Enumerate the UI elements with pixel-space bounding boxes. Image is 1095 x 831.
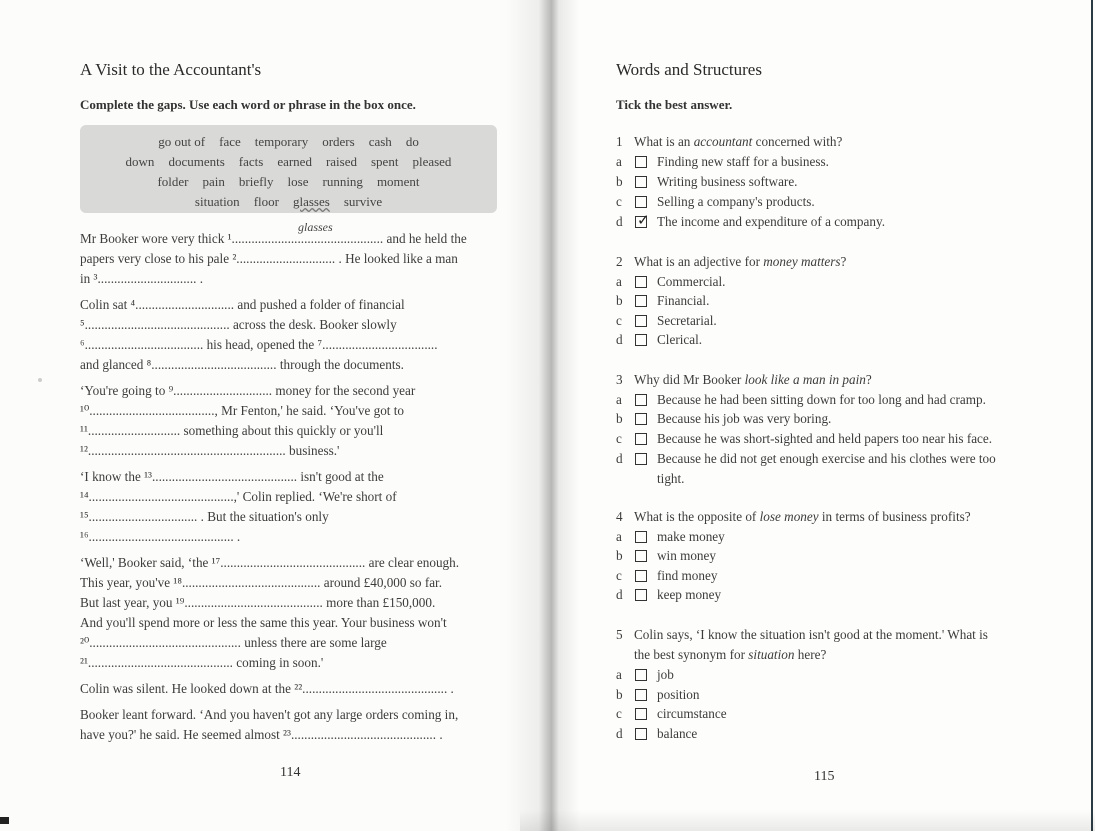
option-text: Writing business software. xyxy=(657,174,798,189)
word-box-item: down xyxy=(125,154,155,169)
answer-checkbox[interactable] xyxy=(635,708,647,720)
text-line: ²⁰.............................................. unless there are some large xyxy=(80,635,387,650)
answer-option-continued xyxy=(0,470,1095,488)
question-number: 5 xyxy=(616,627,623,642)
answer-checkbox[interactable] xyxy=(635,413,647,425)
text-line: ‘I know the ¹³............................................ isn't good at the xyxy=(80,469,384,484)
left-page-title: A Visit to the Accountant's xyxy=(80,60,262,79)
option-text: Because he did not get enough exercise and his clothes were too xyxy=(657,451,996,466)
answer-option: c Secretarial. xyxy=(616,313,717,328)
text-line: Colin sat ⁴.............................. and pushed a folder of financial xyxy=(80,297,405,312)
answer-option: d ✓ The income and expenditure of a company. xyxy=(616,211,886,229)
answer-checkbox[interactable] xyxy=(635,433,647,445)
text-line: Colin was silent. He looked down at the ²²............................................ . xyxy=(80,681,454,696)
question xyxy=(0,371,1095,389)
word-box-item: glasses xyxy=(292,194,330,209)
text-line: have you?' he said. He seemed almost ²³............................................ . xyxy=(80,727,443,742)
answer-checkbox[interactable] xyxy=(635,728,647,740)
option-text: find money xyxy=(657,568,718,583)
word-box-item: pleased xyxy=(412,154,452,169)
answer-option: c Because he was short-sighted and held papers too near his face. xyxy=(616,431,993,446)
question-text: Colin says, ‘I know the situation isn't good at the moment.' What is xyxy=(634,627,988,642)
question-text: What is an adjective for money matters? xyxy=(634,254,847,269)
option-text: The income and expenditure of a company. xyxy=(657,214,886,229)
text-line: ¹²............................................................ business.' xyxy=(80,443,340,458)
option-text: tight. xyxy=(657,471,685,486)
word-box-item: survive xyxy=(343,194,383,209)
word-box-item: pain xyxy=(202,174,225,189)
question-number: 1 xyxy=(616,134,623,149)
text-line: Booker leant forward. ‘And you haven't got any large orders coming in, xyxy=(80,707,459,722)
text-line: And you'll spend more or less the same this year. Your business won't xyxy=(80,615,447,630)
option-text: keep money xyxy=(657,587,722,602)
text-line: ¹⁶............................................ . xyxy=(80,529,241,544)
answer-option: d Because he did not get enough exercise and his clothes were too xyxy=(616,451,996,466)
answer-checkbox[interactable] xyxy=(635,295,647,307)
text-line: ⁶.................................... his head, opened the ⁷................................... xyxy=(80,337,438,352)
right-page-title: Words and Structures xyxy=(616,60,762,79)
answer-option: a Commercial. xyxy=(616,274,726,289)
answer-checkbox[interactable] xyxy=(635,394,647,406)
option-text: Clerical. xyxy=(657,332,703,347)
text-line: ⁵............................................ across the desk. Booker slowly xyxy=(80,317,397,332)
text-line: ‘You're going to ⁹.............................. money for the second year xyxy=(80,383,416,398)
left-instruction: Complete the gaps. Use each word or phrase in the box once. xyxy=(80,97,416,112)
option-text: win money xyxy=(657,548,716,563)
option-text: Because his job was very boring. xyxy=(657,411,832,426)
answer-checkbox[interactable] xyxy=(635,531,647,543)
option-text: position xyxy=(657,687,700,702)
answer-checkbox[interactable] xyxy=(635,315,647,327)
answer-option: a job xyxy=(616,667,674,682)
word-box-item: orders xyxy=(322,134,355,149)
question-text: What is the opposite of lose money in terms of business profits? xyxy=(634,509,971,524)
answer-checkbox[interactable] xyxy=(635,589,647,601)
question-number: 2 xyxy=(616,254,623,269)
page-bottom-shadow xyxy=(520,810,1095,831)
text-line: ¹⁴............................................,' Colin replied. ‘We're short of xyxy=(80,489,397,504)
text-line: ¹⁵................................. . But the situation's only xyxy=(80,509,329,524)
answer-checkbox[interactable] xyxy=(635,334,647,346)
text-line: papers very close to his pale ².............................. . He looked like a man xyxy=(80,251,458,266)
page-number: 115 xyxy=(814,769,835,784)
word-box-item: moment xyxy=(376,174,420,189)
word-box-item: running xyxy=(322,174,363,189)
word-box-item: cash xyxy=(368,134,392,149)
option-text: Commercial. xyxy=(657,274,726,289)
word-box-item: briefly xyxy=(238,174,274,189)
option-text: Finding new staff for a business. xyxy=(657,154,829,169)
option-text: Selling a company's products. xyxy=(657,194,815,209)
text-line: in ³.............................. . xyxy=(80,271,204,286)
option-text: balance xyxy=(657,726,698,741)
word-box-item: face xyxy=(219,134,241,149)
text-line: ²¹............................................ coming in soon.' xyxy=(80,655,324,670)
option-text: make money xyxy=(657,529,725,544)
word-box-item: lose xyxy=(287,174,309,189)
question xyxy=(0,508,1095,526)
answer-option: d balance xyxy=(616,726,698,741)
word-box-item: do xyxy=(405,134,419,149)
answer-checkbox[interactable] xyxy=(635,453,647,465)
page-number: 114 xyxy=(280,765,301,780)
question-text: What is an accountant concerned with? xyxy=(634,134,843,149)
question-number: 3 xyxy=(616,372,623,387)
question-text: the best synonym for situation here? xyxy=(634,647,827,662)
question xyxy=(0,133,1095,151)
answer-option: c Selling a company's products. xyxy=(616,194,815,209)
answer-option: c find money xyxy=(616,568,718,583)
option-text: Because he had been sitting down for too long and had cramp. xyxy=(657,392,986,407)
word-box-item: temporary xyxy=(254,134,309,149)
word-box-item: situation xyxy=(194,194,240,209)
question xyxy=(0,253,1095,271)
answer-option: a Because he had been sitting down for too long and had cramp. xyxy=(616,392,986,407)
answer-checkbox[interactable] xyxy=(635,176,647,188)
answer-option: b position xyxy=(616,687,700,702)
right-instruction: Tick the best answer. xyxy=(616,97,733,112)
answer-checkbox[interactable] xyxy=(635,570,647,582)
word-box-item: folder xyxy=(157,174,189,189)
option-text: circumstance xyxy=(657,706,727,721)
answer-checkbox[interactable] xyxy=(635,156,647,168)
option-text: job xyxy=(657,667,674,682)
corner-mark xyxy=(0,817,9,824)
text-line: Mr Booker wore very thick ¹.............................................. and he held the xyxy=(80,231,467,246)
word-box-item: raised xyxy=(325,154,357,169)
answer-option: b Financial. xyxy=(616,293,710,308)
question-number: 4 xyxy=(616,509,623,524)
option-text: Secretarial. xyxy=(657,313,717,328)
word-box-item: earned xyxy=(277,154,312,169)
answer-checkbox[interactable] xyxy=(635,196,647,208)
answer-option: b Writing business software. xyxy=(616,174,798,189)
answer-option: b Because his job was very boring. xyxy=(616,411,832,426)
checkmark-icon: ✓ xyxy=(637,211,650,229)
answer-checkbox[interactable] xyxy=(635,550,647,562)
filled-answer: glasses xyxy=(298,220,333,234)
text-line: This year, you've ¹⁸.......................................... around £40,000 so far. xyxy=(80,575,443,590)
option-text: Financial. xyxy=(657,293,710,308)
answer-option: b win money xyxy=(616,548,716,563)
option-text: Because he was short-sighted and held papers too near his face. xyxy=(657,431,993,446)
text-line: But last year, you ¹⁹.......................................... more than £150,000. xyxy=(80,595,436,610)
answer-option: d Clerical. xyxy=(616,332,703,347)
word-box-item: floor xyxy=(253,194,279,209)
answer-checkbox-checked[interactable] xyxy=(635,211,650,229)
question xyxy=(0,626,1095,644)
answer-option: d keep money xyxy=(616,587,722,602)
answer-option: c circumstance xyxy=(616,706,727,721)
text-line: ‘Well,' Booker said, ‘the ¹⁷............................................ are clear enough. xyxy=(80,555,460,570)
word-box-item: go out of xyxy=(158,134,206,149)
answer-option: a Finding new staff for a business. xyxy=(616,154,829,169)
question-text: Why did Mr Booker look like a man in pain? xyxy=(634,372,872,387)
answer-checkbox[interactable] xyxy=(635,276,647,288)
word-box-item: documents xyxy=(168,154,225,169)
question-continued xyxy=(0,646,1095,664)
text-line: ¹¹............................ something about this quickly or you'll xyxy=(80,423,384,438)
text-line: and glanced ⁸...................................... through the documents. xyxy=(80,357,404,372)
word-box-item: spent xyxy=(371,154,399,169)
word-box-item: facts xyxy=(238,154,264,169)
text-line: ¹⁰......................................, Mr Fenton,' he said. ‘You've got to xyxy=(80,403,405,418)
answer-checkbox[interactable] xyxy=(635,669,647,681)
answer-checkbox[interactable] xyxy=(635,689,647,701)
answer-option: a make money xyxy=(616,529,725,544)
